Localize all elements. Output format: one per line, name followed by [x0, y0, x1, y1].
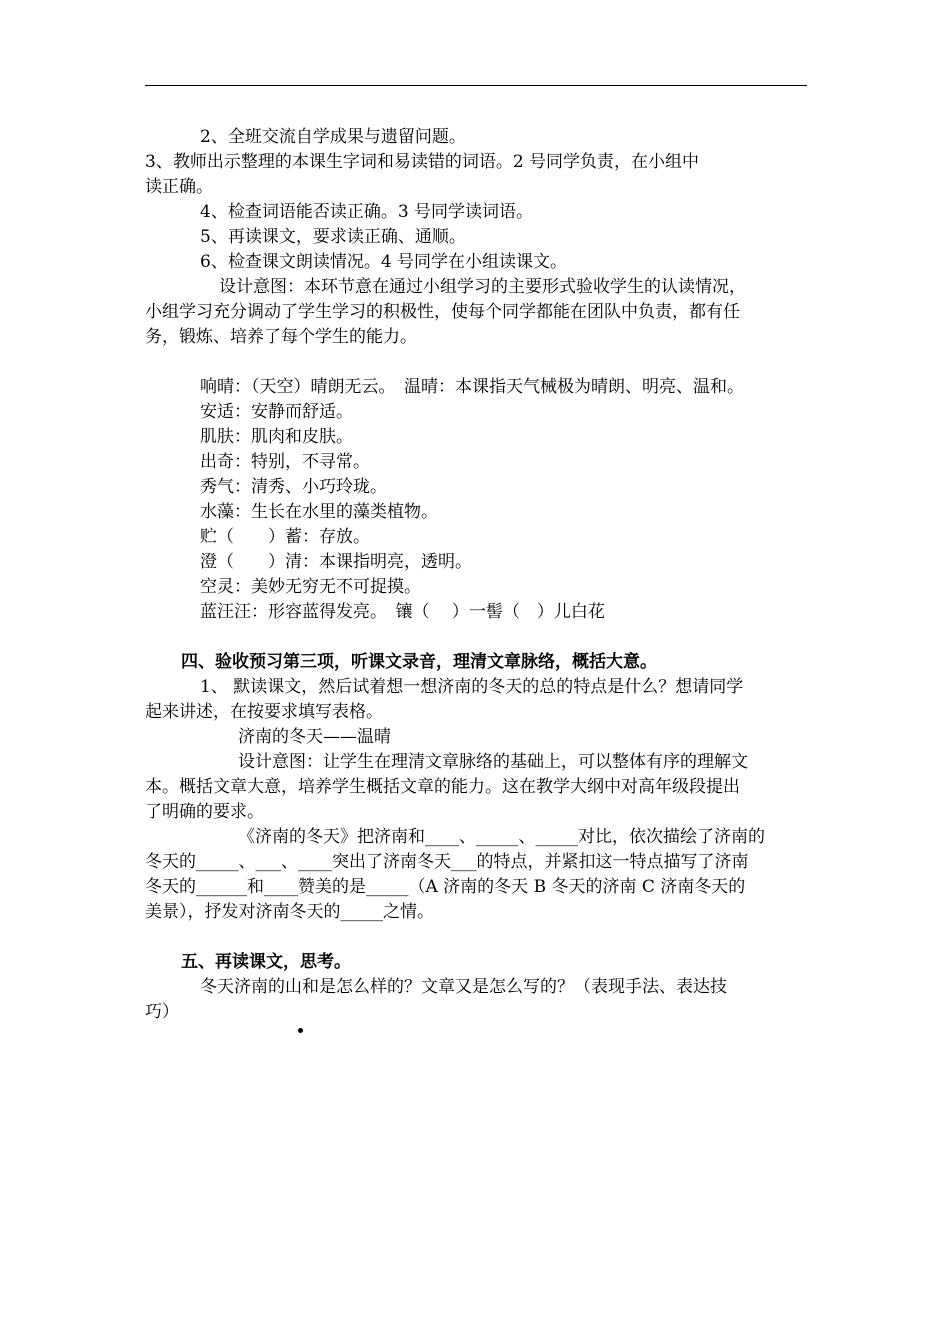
section-heading: 四、验收预习第三项，听课文录音，理清文章脉络，概括大意。	[181, 652, 657, 672]
text-line: 1、 默读课文，然后试着想一想济南的冬天的总的特点是什么？想请同学	[200, 677, 744, 697]
text-line: 了明确的要求。	[145, 802, 264, 822]
bullet-dot	[298, 1028, 303, 1033]
text-line: 6、检查课文朗读情况。4 号同学在小组读课文。	[200, 252, 568, 272]
section-heading: 五、再读课文，思考。	[181, 952, 351, 972]
glossary-line: 安适：安静而舒适。	[200, 402, 353, 422]
glossary-line: 秀气：清秀、小巧玲珑。	[200, 477, 387, 497]
glossary-line: 肌肤：肌肉和皮肤。	[200, 427, 353, 447]
glossary-line: 出奇：特别，不寻常。	[200, 452, 370, 472]
header-rule	[145, 85, 807, 86]
text-line: 本。概括文章大意，培养学生概括文章的能力。这在教学大纲中对高年级段提出	[145, 777, 740, 797]
text-line: 读正确。	[145, 177, 213, 197]
text-line: 美景），抒发对济南冬天的_____之情。	[145, 902, 434, 922]
text-line: 冬天的______和____赞美的是_____（A 济南的冬天 B 冬天的济南 C 济南冬天的	[145, 877, 746, 897]
text-line: 3、教师出示整理的本课生字词和易读错的词语。2 号同学负责，在小组中	[145, 152, 700, 172]
text-line: 设计意图：本环节意在通过小组学习的主要形式验收学生的认读情况，	[219, 277, 746, 297]
glossary-line: 响晴：（天空）晴朗无云。 温晴：本课指天气械极为晴朗、明亮、温和。	[200, 377, 744, 397]
text-line: 济南的冬天——温晴	[238, 727, 391, 747]
text-line: 4、检查词语能否读正确。3 号同学读词语。	[200, 202, 534, 222]
text-line: 务，锻炼、培养了每个学生的能力。	[145, 327, 417, 347]
glossary-line: 贮（ ）蓄：存放。	[200, 527, 370, 547]
text-line: 冬天济南的山和是怎么样的？文章又是怎么写的？（表现手法、表达技	[200, 977, 727, 997]
text-line: 小组学习充分调动了学生学习的积极性，使每个同学都能在团队中负责，都有任	[145, 302, 740, 322]
glossary-line: 澄（ ）清：本课指明亮，透明。	[200, 552, 472, 572]
glossary-line: 蓝汪汪：形容蓝得发亮。 镶（ ）一髻（ ）儿白花	[200, 602, 605, 622]
text-line: 《济南的冬天》把济南和____、_____、_____对比，依次描绘了济南的	[238, 827, 765, 847]
text-line: 巧）	[145, 1002, 179, 1022]
text-line: 2、全班交流自学成果与遗留问题。	[200, 127, 466, 147]
text-line: 设计意图：让学生在理清文章脉络的基础上，可以整体有序的理解文	[238, 752, 748, 772]
text-line: 起来讲述，在按要求填写表格。	[145, 702, 383, 722]
glossary-line: 水藻：生长在水里的藻类植物。	[200, 502, 438, 522]
text-line: 冬天的_____、___、____突出了济南冬天___的特点，并紧扣这一特点描写了济南	[145, 852, 749, 872]
glossary-line: 空灵：美妙无穷无不可捉摸。	[200, 577, 421, 597]
text-line: 5、再读课文，要求读正确、通顺。	[200, 227, 466, 247]
